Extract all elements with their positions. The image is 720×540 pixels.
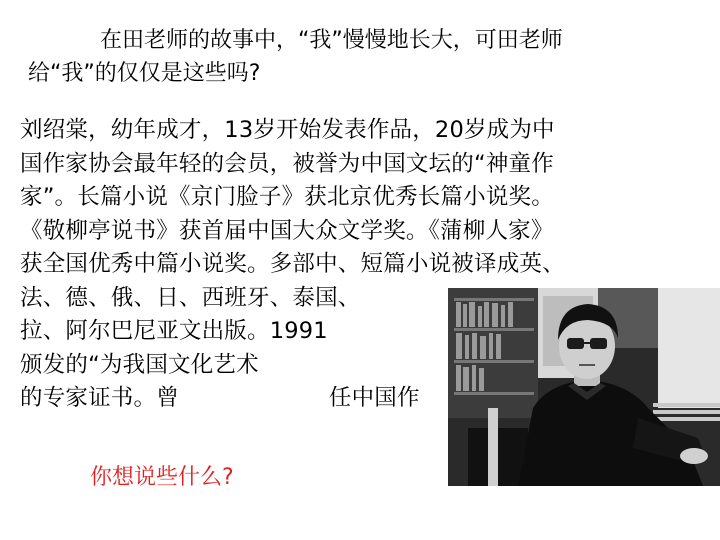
portrait-photo-icon (448, 288, 720, 486)
question-line-1: 在田老师的故事中，“我”慢慢地长大，可田老师 (100, 28, 563, 53)
bio-line-9-tail: 任中国作 (328, 385, 420, 411)
bio-line-6: 法、德、俄、日、西班牙、泰国、 (20, 284, 361, 311)
discussion-prompt: 你想说些什么? (90, 465, 234, 490)
bio-line-8: 颁发的“为我国文化艺术 (20, 351, 259, 378)
bio-line-4: 《敬柳亭说书》获首届中国大众文学奖。《蒲柳人家》 (20, 217, 554, 244)
question-line-2: 给“我”的仅仅是这些吗? (28, 61, 261, 86)
portrait-photo (448, 288, 720, 486)
bio-line-3: 家”。长篇小说《京门脸子》获北京优秀长篇小说奖。 (20, 184, 554, 210)
question-text (24, 24, 714, 90)
bio-line-7: 拉、阿尔巴尼亚文出版。1991 (20, 318, 328, 344)
bio-line-1: 刘绍棠，幼年成才，13岁开始发表作品，20岁成为中 (20, 117, 555, 143)
bio-line-2: 国作家协会最年轻的会员，被誉为中国文坛的“神童作 (20, 150, 554, 177)
bio-line-9-head: 的专家证书。曾 (20, 385, 179, 411)
bio-line-5: 获全国优秀中篇小说奖。多部中、短篇小说被译成英、 (20, 251, 565, 277)
